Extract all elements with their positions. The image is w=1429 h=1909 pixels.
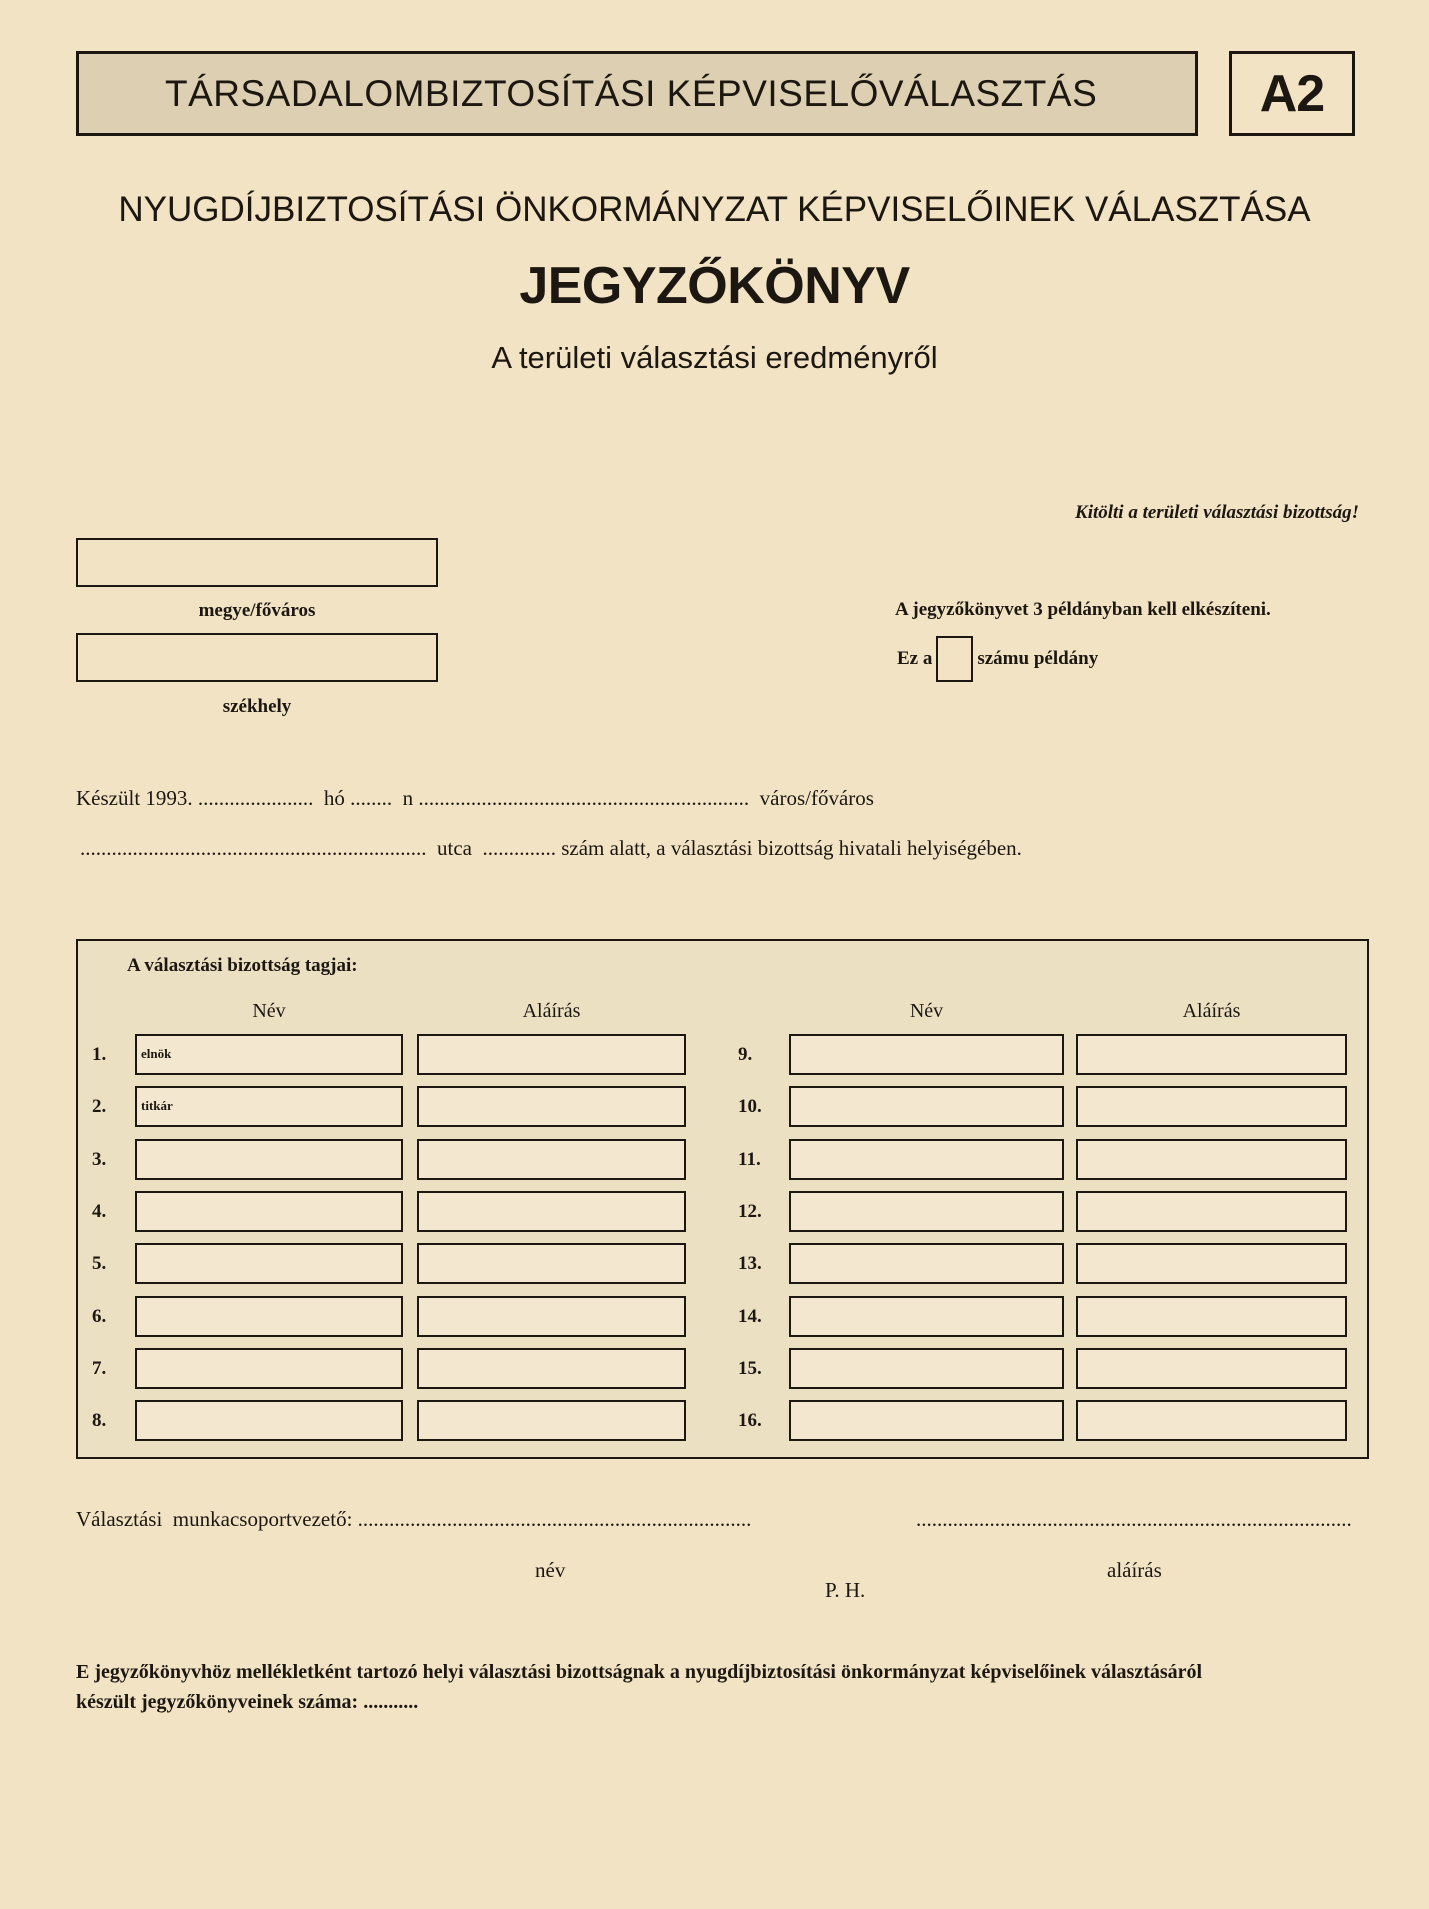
copy-prefix: Ez a xyxy=(897,648,933,669)
attachment-note xyxy=(76,1657,1376,1717)
member-signature-field[interactable] xyxy=(417,1139,686,1180)
member-signature-field[interactable] xyxy=(417,1400,686,1441)
member-signature-field[interactable] xyxy=(1076,1296,1347,1337)
name-caption: név xyxy=(535,1558,566,1582)
copy-suffix: számu példány xyxy=(977,648,1099,669)
row-number: 6. xyxy=(92,1306,107,1327)
stamp-caption: P. H. xyxy=(825,1578,866,1602)
copy-number-row xyxy=(897,636,1098,682)
member-name-field[interactable] xyxy=(135,1296,403,1337)
made-month: hó ........ xyxy=(323,786,393,810)
member-name-field[interactable] xyxy=(789,1086,1064,1127)
row-number: 12. xyxy=(738,1201,762,1222)
county-label: megye/főváros xyxy=(198,600,316,621)
row-number: 8. xyxy=(92,1410,107,1431)
member-name-field[interactable] xyxy=(135,1191,403,1232)
member-name-field[interactable] xyxy=(789,1348,1064,1389)
member-signature-field[interactable] xyxy=(417,1034,686,1075)
signature-line: ................................................................................... xyxy=(916,1507,1352,1531)
member-name-field[interactable] xyxy=(789,1034,1064,1075)
col-signature-left: Aláírás xyxy=(522,1000,581,1022)
row-number: 13. xyxy=(738,1253,762,1274)
col-name-right: Név xyxy=(909,1000,944,1022)
made-address-line xyxy=(80,836,1022,861)
row-number: 15. xyxy=(738,1358,762,1379)
row-number: 3. xyxy=(92,1149,107,1170)
member-name-field[interactable] xyxy=(789,1243,1064,1284)
member-signature-field[interactable] xyxy=(1076,1034,1347,1075)
street-dots: .................................................................. xyxy=(80,836,427,860)
member-signature-field[interactable] xyxy=(1076,1139,1347,1180)
member-signature-field[interactable] xyxy=(1076,1191,1347,1232)
member-signature-field[interactable] xyxy=(1076,1086,1347,1127)
attachment-line-1: E jegyzőkönyvhöz mellékletként tartozó helyi választási bizottságnak a nyugdíjbiztosítási önkormányzat képviselőinek választásáról xyxy=(76,1661,1203,1683)
form-title-box xyxy=(76,51,1198,136)
member-signature-field[interactable] xyxy=(417,1348,686,1389)
street-label: utca xyxy=(437,836,472,860)
document-subtitle: NYUGDÍJBIZTOSÍTÁSI ÖNKORMÁNYZAT KÉPVISELŐINEK VÁLASZTÁSA xyxy=(118,190,1311,229)
number-dots: .............. xyxy=(482,836,556,860)
form-code: A2 xyxy=(1259,64,1325,123)
member-name-field[interactable] xyxy=(135,1034,403,1075)
row-number: 7. xyxy=(92,1358,107,1379)
member-signature-field[interactable] xyxy=(417,1243,686,1284)
row-number: 1. xyxy=(92,1044,107,1065)
address-rest: szám alatt, a választási bizottság hivatali helyiségében. xyxy=(561,836,1022,860)
row-number: 11. xyxy=(738,1149,761,1170)
member-name-field[interactable] xyxy=(135,1348,403,1389)
member-signature-field[interactable] xyxy=(417,1191,686,1232)
signature-caption: aláírás xyxy=(1107,1558,1162,1582)
member-name-field[interactable] xyxy=(789,1400,1064,1441)
workgroup-leader-line: Választási munkacsoportvezető: ........................................................................... xyxy=(76,1507,752,1531)
seat-label: székhely xyxy=(222,696,292,717)
made-year: Készült 1993. ...................... xyxy=(76,786,314,810)
copies-note: A jegyzőkönyvet 3 példányban kell elkészíteni. xyxy=(895,599,1271,620)
member-signature-field[interactable] xyxy=(1076,1243,1347,1284)
made-date-line xyxy=(76,786,874,811)
row-number: 2. xyxy=(92,1096,107,1117)
member-signature-field[interactable] xyxy=(1076,1400,1347,1441)
document-title: JEGYZŐKÖNYV xyxy=(519,257,910,315)
member-role-label: elnök xyxy=(141,1046,172,1061)
member-signature-field[interactable] xyxy=(417,1086,686,1127)
row-number: 5. xyxy=(92,1253,107,1274)
member-name-field[interactable] xyxy=(135,1086,403,1127)
row-number: 4. xyxy=(92,1201,107,1222)
member-signature-field[interactable] xyxy=(1076,1348,1347,1389)
attachment-line-2: készült jegyzőkönyveinek száma: ........... xyxy=(76,1691,419,1713)
member-role-label: titkár xyxy=(141,1098,173,1113)
col-name-left: Név xyxy=(252,1000,286,1022)
row-number: 14. xyxy=(738,1306,762,1327)
document-description: A területi választási eredményről xyxy=(491,340,938,375)
form-title: TÁRSADALOMBIZTOSÍTÁSI KÉPVISELŐVÁLASZTÁS xyxy=(165,72,1098,114)
form-code-box xyxy=(1229,51,1355,136)
made-city: város/főváros xyxy=(759,786,874,810)
member-name-field[interactable] xyxy=(789,1139,1064,1180)
member-name-field[interactable] xyxy=(789,1191,1064,1232)
col-signature-right: Aláírás xyxy=(1182,1000,1241,1022)
seat-field[interactable] xyxy=(76,633,438,682)
member-signature-field[interactable] xyxy=(417,1296,686,1337)
fill-instruction: Kitölti a területi választási bizottság! xyxy=(1075,502,1359,523)
row-number: 9. xyxy=(738,1044,753,1065)
member-name-field[interactable] xyxy=(135,1400,403,1441)
member-name-field[interactable] xyxy=(789,1296,1064,1337)
committee-title: A választási bizottság tagjai: xyxy=(127,955,358,976)
row-number: 16. xyxy=(738,1410,762,1431)
made-day: n ............................................................... xyxy=(402,786,750,810)
county-field[interactable] xyxy=(76,538,438,587)
copy-number-field[interactable] xyxy=(936,636,973,682)
member-name-field[interactable] xyxy=(135,1139,403,1180)
row-number: 10. xyxy=(738,1096,762,1117)
member-name-field[interactable] xyxy=(135,1243,403,1284)
